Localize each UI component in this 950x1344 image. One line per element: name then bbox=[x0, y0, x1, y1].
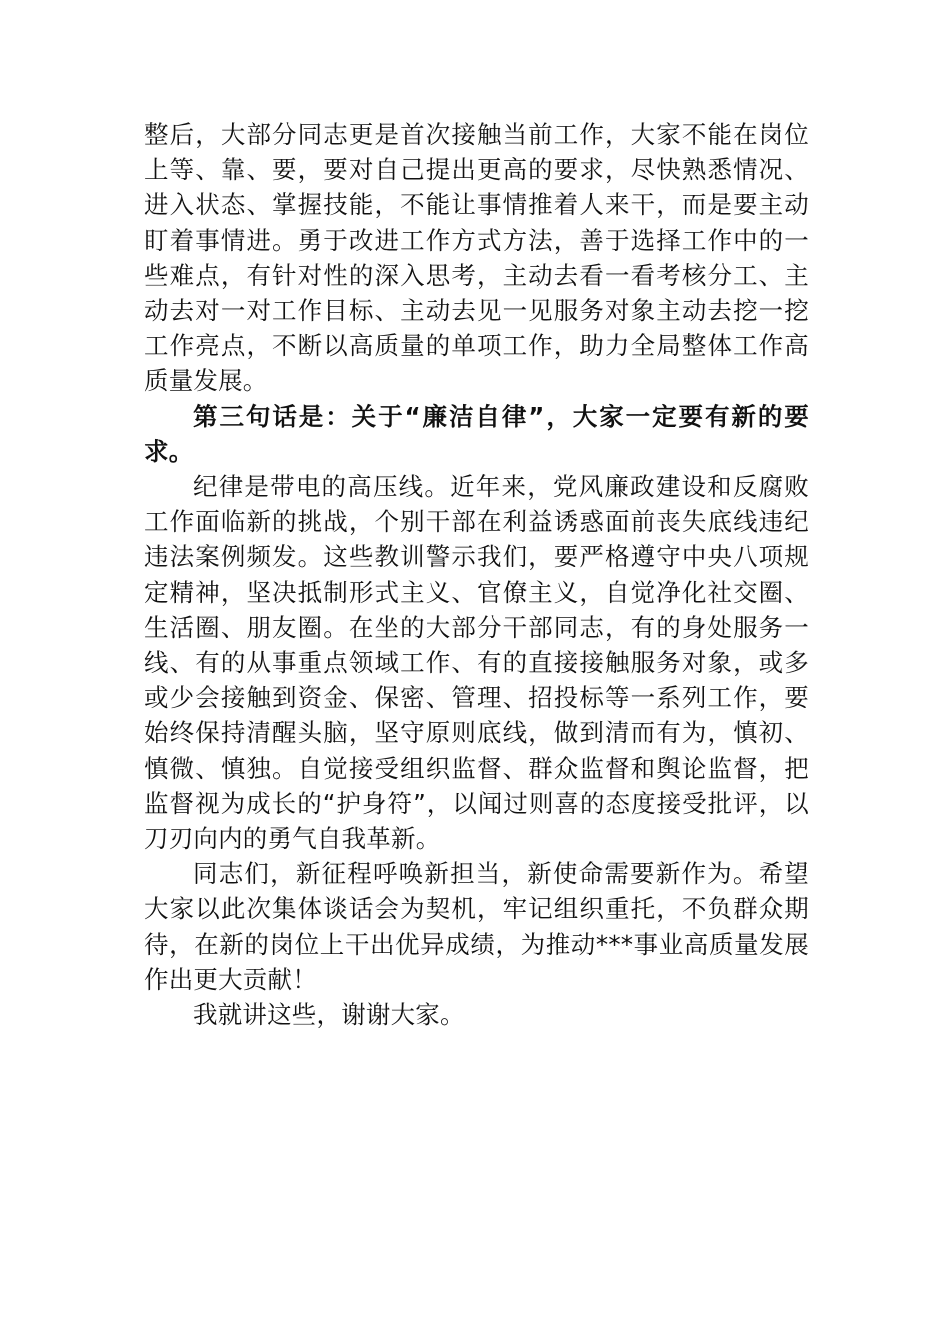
paragraph-closing-appeal: 同志们，新征程呼唤新担当，新使命需要新作为。希望大家以此次集体谈话会为契机，牢记组织重托，不负群众期待，在新的岗位上干出优异成绩，为推动***事业高质量发展作出更大贡献！ bbox=[144, 859, 809, 994]
paragraph-thanks: 我就讲这些，谢谢大家。 bbox=[193, 1000, 465, 1030]
paragraph-section-heading: 第三句话是：关于“廉洁自律”，大家一定要有新的要求。 bbox=[144, 401, 809, 466]
paragraph-continuation: 整后，大部分同志更是首次接触当前工作，大家不能在岗位上等、靠、要，要对自己提出更高的要求，尽快熟悉情况、进入状态、掌握技能，不能让事情推着人来干，而是要主动盯着事情进。勇于改进工作方式方法，善于选择工作中的一些难点，有针对性的深入思考，主动去看一看考核分工、主动去对一对工作目标、主动去见一见服务对象主动去挖一挖工作亮点，不断以高质量的单项工作，助力全局整体工作高质量发展。 bbox=[144, 120, 809, 396]
paragraph-discipline: 纪律是带电的高压线。近年来，党风廉政建设和反腐败工作面临新的挑战，个别干部在利益诱惑面前丧失底线违纪违法案例频发。这些教训警示我们，要严格遵守中央八项规定精神，坚决抵制形式主义、官僚主义，自觉净化社交圈、生活圈、朋友圈。在坐的大部分干部同志，有的身处服务一线、有的从事重点领域工作、有的直接接触服务对象，或多或少会接触到资金、保密、管理、招投标等一系列工作，要始终保持清醒头脑，坚守原则底线，做到清而有为，慎初、慎微、慎独。自觉接受组织监督、群众监督和舆论监督，把监督视为成长的“护身符”，以闻过则喜的态度接受批评，以刀刃向内的勇气自我革新。 bbox=[144, 472, 809, 854]
document-page bbox=[144, 117, 809, 1032]
